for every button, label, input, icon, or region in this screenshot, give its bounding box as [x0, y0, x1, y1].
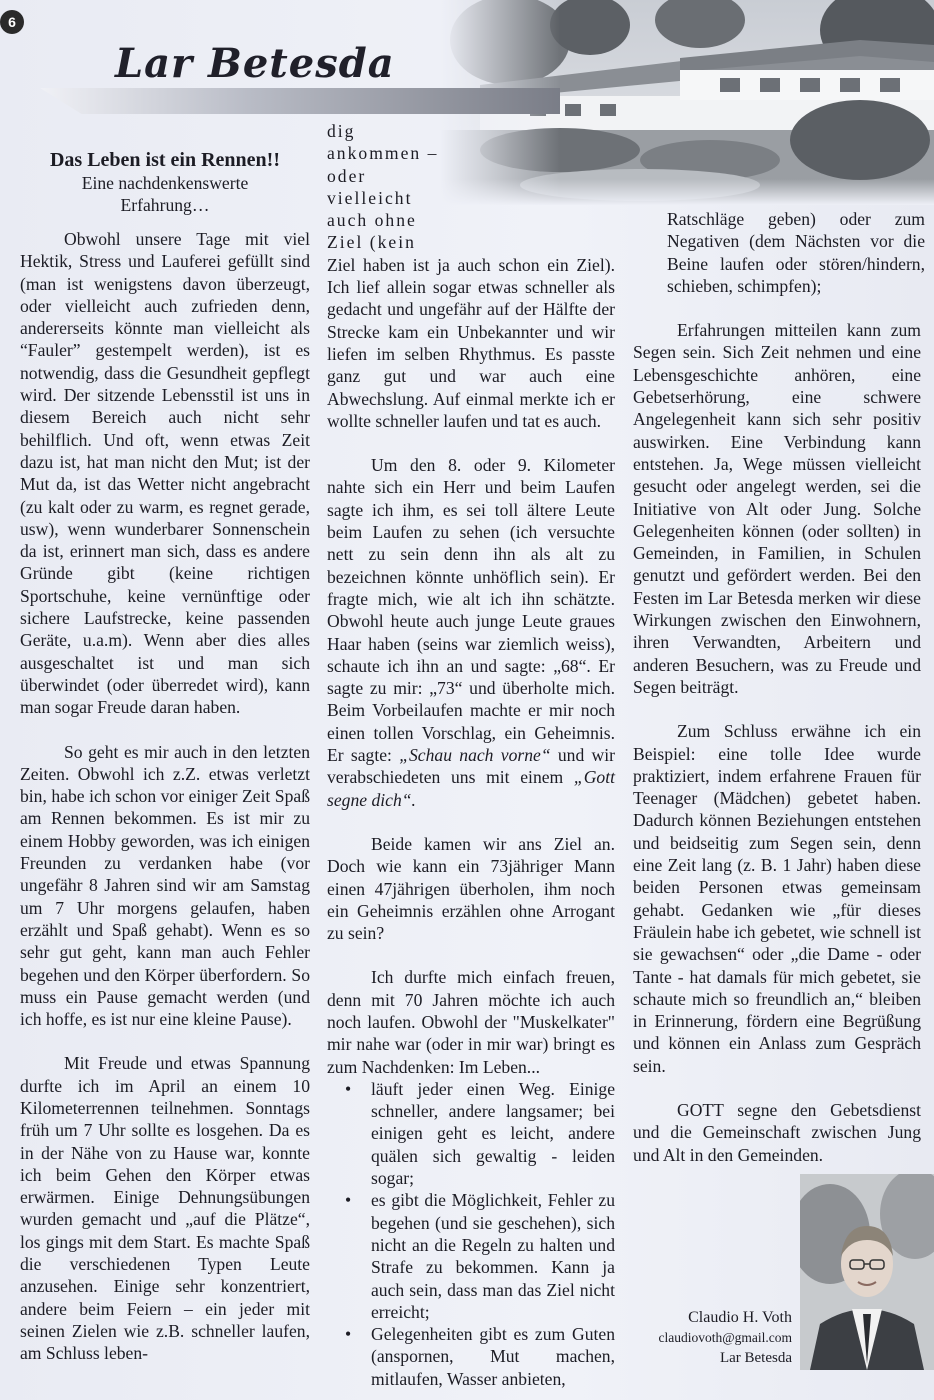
bullet-list [327, 1078, 615, 1390]
paragraph: Obwohl unsere Tage mit viel Hektik, Stress und Lauferei gefüllt sind (man ist wenigstens davon überzeugt, oder vielleicht auch zufrieden denn, andererseits könnte man vielleicht als “Fauler” gestempelt werden), ist es notwendig, dass die Gesundheit gepflegt wird. Der sitzende Lebensstil ist uns in diesem Bereich auch nicht sehr behilflich. Und oft, wenn etwas Zeit dazu ist, hat man nicht den Mut; ist der Mut da, ist das Wetter nicht angebracht (zu kalt oder zu warm, es regnet gerade, usw), wenn wunderbarer Sonnenschein da ist, erinnert man sich, dass es andere Gründe gibt (keine richtigen Sportschuhe, keine vernünftige oder sichere Laufstrecke, keine passenden Geräte, u.a.m). Wenn aber dies alles ausgeschaltet ist und man sich überwindet (oder überredet wird), kann man sogar Freude daran haben. [20, 229, 310, 718]
masthead-band [40, 88, 560, 114]
list-item: • Gelegenheiten gibt es zum Guten (anspornen, Mut machen, mitlaufen, Wasser anbieten, [327, 1323, 615, 1390]
article-title: Das Leben ist ein Rennen!! [49, 149, 280, 171]
list-item: • es gibt die Möglichkeit, Fehler zu begehen (und sie geschehen), sich nicht an die Regeln zu halten und Strafe zu bekommen. Kann ja auch sein, dass man das Ziel nicht erreicht; [327, 1189, 615, 1323]
author-signature [622, 1308, 792, 1368]
paragraph-continued: Ziel haben ist ja auch schon ein Ziel). Ich lief allein sogar etwas schneller als gedacht und ungefähr auf der Hälfte der Strecke kam ein Unbekannter und wir liefen im selben Rhythmus. Es passte ganz gut und war auch eine Abwechslung. Auf einmal merkte ich er wollte schneller laufen und tat es auch. [327, 254, 615, 431]
paragraph: Beide kamen wir ans Ziel an. Doch wie kann ein 73jähriger Mann einen 47jährigen überholen, ihm noch ein Geheimnis erzählen ohne Arrogant zu sein? [327, 833, 615, 944]
column-3 [633, 208, 925, 1166]
article-subtitle-line2: Erfahrung… [120, 195, 210, 215]
quote-text: „Gott segne dich“. [327, 767, 615, 810]
paragraph: So geht es mir auch in den letzten Zeiten. Obwohl ich z.Z. etwas verletzt bin, habe ich schon vor einiger Zeit Spaß am Rennen bekommen. Es ist mir zu einem Hobby geworden, was ich einigen Freunden zu verdanken habe (vor ungefähr 8 Jahren sind wir am Samstag um 7 Uhr morgens gelaufen, haben erzählt und Spaß gehabt). Wenn es so sehr gut geht, kann man auch Fehler begehen und den Körper überfordern. So muss ein Pause gemacht werden (und ich hoffe, es ist nur eine kleine Pause). [20, 741, 310, 1030]
list-item: • läuft jeder einen Weg. Einige schneller, andere langsamer; bei einigen geht es leicht, andere quälen sich gewaltig - leiden sogar; [327, 1078, 615, 1189]
masthead-title: Lar Betesda [115, 40, 395, 87]
author-name: Claudio H. Voth [688, 1309, 792, 1326]
column-2 [327, 120, 615, 1390]
author-portrait-photo [800, 1174, 934, 1370]
paragraph [327, 454, 615, 811]
paragraph: GOTT segne den Gebetsdienst und die Gemeinschaft zwischen Jung und Alt in den Gemeinden. [633, 1099, 921, 1165]
article-header [20, 148, 310, 216]
page-number-badge: 6 [0, 10, 24, 34]
author-email: claudiovoth@gmail.com [658, 1330, 792, 1345]
paragraph-text: und wir verabschiedeten uns mit einem [327, 745, 616, 788]
paragraph: Erfahrungen mitteilen kann zum Segen sein. Sich Zeit nehmen und eine Lebensgeschichte anhören, eine Gebetserhörung, eine schwere Angelegenheit kann sich sehr positiv auswirken. Eine Verbindung kann entstehen. Ja, Wege müssen vielleicht gesucht oder angelegt werden, sei die Initiative von Alt oder Jung. Solche Gelegenheiten können (oder sollten) in Gemeinden, in Familien, in Schulen genutzt und gefördert werden. Bei den Festen im Lar Betesda merken wir diese Wirkungen zwischen den Einwohnern, ihren Verwandten, Arbeitern und anderen Besuchern, was zu Freude und Segen beiträgt. [633, 320, 921, 697]
quote-text: „Schau nach vorne“ [399, 745, 551, 766]
author-organization: Lar Betesda [719, 1350, 792, 1366]
paragraph-continued: dig ankommen – oder vielleicht auch ohne Ziel (kein [327, 121, 439, 253]
article-subtitle-line1: Eine nachdenkenswerte [81, 173, 249, 193]
paragraph-continued: Ratschläge geben) oder zum Negativen (dem Nächsten vor die Beine laufen oder stören/hindern, schieben, schimpfen); [667, 209, 925, 296]
paragraph: Ich durfte mich einfach freuen, denn mit 70 Jahren möchte ich auch noch laufen. Obwohl der "Muskelkater" mir nahe war (oder in mir war) bringt es zum Nachdenken: Im Leben... [327, 967, 615, 1077]
paragraph-text: Um den 8. oder 9. Kilometer nahte sich ein Herr und beim Laufen sagte ich ihm, es sei toll ältere Leute beim Laufen zu sehen (ich versuchte nett zu sein denn ihn als alt zu bezeichnen könnte unhöflich sein). Er fragte mich, wie alt ich ihn schätzte. Obwohl heute auch junge Leute graues Haar haben (seins war ziemlich weiss), schaute ich ihn an und sagte: „68“. Er sagte zu mir: „73“ und überholte mich. Beim Vorbeilaufen machte er mir noch einen tollen Vorschlag, ein Geheimnis. Er sagte: [327, 455, 615, 766]
paragraph: Mit Freude und etwas Spannung durfte ich im April an einem 10 Kilometerrennen teilnehmen. Sonntags früh um 7 Uhr sollte es losgehen. Da es in der Nähe von zu Hause war, konnte ich beim Gehen den Körper etwas erwärmen. Einige Dehnungsübungen wurden gemacht und „auf die Plätze“, los gings mit dem Start. Es machte Spaß die verschiedenen Typen Leute anzusehen. Einige sehr konzentriert, andere beim Feiern – ein jeder mit seinen Zielen wie z.B. schneller laufen, am Schluss leben- [20, 1053, 310, 1364]
column-1 [20, 228, 310, 1365]
paragraph: Zum Schluss erwähne ich ein Beispiel: eine tolle Idee wurde praktiziert, indem erfahrene Frauen für Teenager (Mädchen) gebetet haben. Dadurch können Beziehungen entstehen und beidseitig zum Segen sein, denn eine Zeit lang (z. B. 1 Jahr) haben diese beiden Personen etwas gemeinsam gehabt. Gedanken wie „für dieses Fräulein habe ich gebetet, wie schnell ist sie gewachsen“ oder „die Dame - oder Tante - hat damals für mich gebetet, sie schaute mich so freundlich an,“ bleiben in Erinnerung, fördern eine Begrüßung und können ein Anlass zum Gespräch sein. [633, 721, 921, 1076]
